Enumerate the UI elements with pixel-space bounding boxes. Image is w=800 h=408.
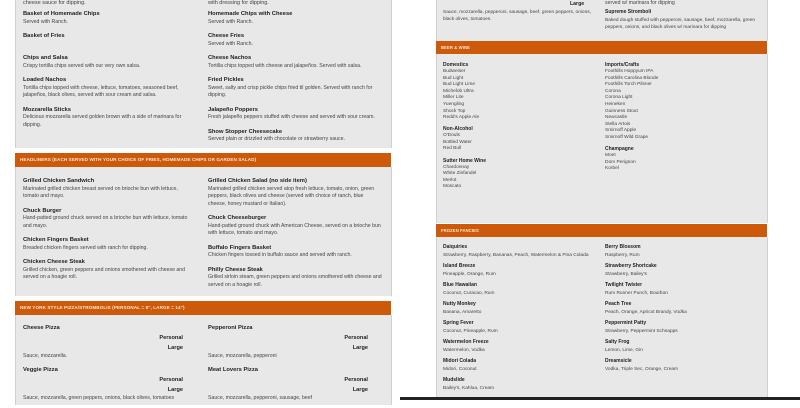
item-description: Baked dough stuffed with pepperoni, sausage, beef, mozzarella, green peppers, onions, and black olives w/ marinara for dipping (605, 17, 756, 30)
item-title: Grilled Chicken Salad (no side item) (208, 178, 307, 184)
group-title: Non-Alcohol (443, 126, 473, 133)
item-title: Mudslide (443, 377, 465, 383)
frozen-right-column (605, 244, 760, 377)
drink-item: Shock Top (443, 108, 466, 114)
menu-item (605, 282, 760, 297)
item-title: Chuck Cheeseburger (208, 215, 267, 221)
item-description: Crispy tortilla chips served with our very own salsa. (23, 62, 141, 69)
item-title: Grilled Chicken Sandwich (23, 178, 95, 184)
item-title: Meat Lovers Pizza (208, 367, 258, 373)
item-description: Sauce, mozzarella, pepperoni (208, 352, 277, 359)
item-description: Breaded chicken fingers served with ranch for dipping. (23, 244, 148, 251)
item-title: Island Breeze (443, 263, 476, 269)
drink-item: O'Douls (443, 133, 460, 139)
item-title: Chuck Burger (23, 207, 62, 214)
menu-item (605, 244, 760, 259)
menu-group (443, 126, 593, 153)
menu-item (443, 358, 598, 373)
item-title: Salty Frog (605, 339, 630, 345)
menu-item (208, 366, 383, 402)
size-label: Large (167, 344, 183, 351)
menu-item (23, 54, 198, 70)
item-title: Strawberry Shortcake (605, 263, 657, 269)
drink-item: Foothills Carolina Blonde (605, 75, 659, 81)
size-label: Personal (159, 334, 183, 341)
item-description: Hand-patted ground chuck served on a brioche bun with lettuce, tomato and mayo. (23, 215, 188, 229)
item-description: Served with Ranch. (23, 18, 68, 25)
cut-off-text: with dressing for dipping. (208, 0, 269, 6)
item-description: Sauce, mozzarella. (23, 352, 68, 359)
item-description: Marinated grilled chicken breast served on brioche bun with lettuce, tomato and mayo. (23, 185, 178, 199)
menu-item (605, 301, 760, 316)
item-title: Cheese Fries (208, 33, 245, 39)
item-title: Nutty Monkey (443, 301, 476, 307)
drink-item: Newcastle (605, 115, 628, 121)
item-title: Berry Blossom (605, 244, 641, 250)
item-description: Strawberry, Peppermint Schnapps (605, 328, 678, 334)
drink-item: Merlot (443, 177, 457, 183)
menu-item (443, 377, 598, 392)
item-description: Hand-patted ground chuck with American Cheese, served on a brioche bun with lettuce, tomato and mayo. (208, 222, 381, 236)
drink-item: Yuengling (443, 101, 465, 107)
item-description: Served with Ranch. (208, 18, 253, 25)
menu-item (208, 76, 383, 100)
menu-item (23, 10, 198, 26)
menu-item (23, 236, 195, 252)
menu-item (23, 32, 198, 48)
item-description: Vodka, Triple Sec, Orange, Cream (605, 366, 679, 372)
item-title: Philly Cheese Steak (208, 266, 263, 273)
drink-item: Smirnoff Wild Grape (605, 134, 649, 140)
pizza-size-large: Large (570, 1, 585, 7)
menu-item (208, 214, 383, 238)
menu-item (605, 358, 760, 373)
menu-item (605, 263, 760, 278)
beer-left-column (443, 62, 593, 195)
drink-item: Moscato (443, 184, 462, 190)
drink-item: Chardonnay (443, 164, 470, 170)
frozen-left-column (443, 244, 598, 396)
headliners-right-column (208, 177, 383, 295)
item-title: Spring Fever (443, 320, 474, 326)
cut-off-text: served w/ marinara for dipping (605, 0, 675, 6)
item-title: Pepperoni Pizza (208, 325, 253, 331)
drink-item: Budweiser (443, 69, 466, 74)
item-description: Marinated grilled chicken served atop fresh lettuce, tomato, onion, green peppers, black olives and cheese (served with choice of ranch, blue cheese, honey mustard or Italian). (208, 185, 375, 207)
appetizers-left-column (23, 10, 198, 135)
menu-item (208, 10, 383, 26)
item-title: Peach Tree (605, 301, 632, 307)
size-label: Personal (159, 376, 183, 383)
menu-item (23, 76, 198, 100)
item-title: Dreamsicle (605, 358, 632, 364)
menu-group (605, 62, 755, 142)
beer-right-column (605, 62, 755, 177)
drink-item: Smirnoff Apple (605, 128, 637, 134)
item-title: Loaded Nachos (23, 77, 67, 83)
item-description: Tortilla chips topped with cheese and jalapeños. Served with salsa. (208, 62, 362, 69)
item-description: Served with Ranch. (208, 40, 253, 47)
item-title: Daiquiries (443, 244, 468, 250)
item-description (23, 41, 198, 49)
drink-item: Moet (605, 153, 616, 159)
pizza-right-column (208, 324, 383, 408)
item-description: Raspberry, Rum (605, 252, 640, 258)
drink-item: Miller Lite (443, 95, 464, 101)
menu-item (605, 9, 760, 31)
drink-item: Guinness Stout (605, 108, 638, 114)
menu-item (23, 366, 198, 402)
menu-item (23, 207, 195, 231)
size-label: Large (352, 386, 368, 393)
menu-item (443, 282, 598, 297)
drink-item: Bottled Water (443, 139, 472, 145)
item-description: Coconut, Pineapple, Rum (443, 328, 498, 334)
item-description: Tortilla chips topped with cheese, lettuce, tomatoes, seasoned beef, jalapeños, black olives, served with sour cream and salsa. (23, 84, 179, 98)
item-description: Midori, Coconut (443, 366, 477, 372)
item-description: Pineapple, Orange, Rum (443, 271, 496, 277)
size-label: Personal (344, 376, 368, 383)
item-title: Peppermint Patty (605, 320, 647, 326)
item-description: Sweet, salty and crisp pickle chips fried til golden. Served with ranch for dipping. (208, 84, 373, 98)
item-title: Veggie Pizza (23, 367, 58, 373)
menu-item (208, 128, 383, 144)
size-label: Personal (344, 334, 368, 341)
item-description: Watermelon, Vodka (443, 347, 485, 353)
item-description: Chicken fingers tossed in buffalo sauce and served with ranch. (208, 252, 352, 258)
drink-item: Heineken (605, 101, 626, 107)
item-title: Blue Hawaiian (443, 282, 477, 288)
item-title: Twilight Twister (605, 282, 643, 288)
drink-item: Foothills Hoppyum IPA (605, 69, 654, 74)
drink-item: Dom Perignon (605, 159, 636, 165)
drink-item: Corona (605, 88, 621, 94)
menu-item (208, 266, 383, 290)
drink-item: Redd's Apple Ale (443, 115, 480, 121)
drink-item: Foothills Torch Pilsner (605, 82, 652, 88)
item-description: Grilled sirloin steam, green peppers and onions smothered with cheese and served on a hoagie roll. (208, 274, 382, 288)
menu-item (208, 106, 383, 122)
item-title: Homemade Chips with Cheese (208, 11, 293, 17)
pizza-description: Sauce, mozzarella, pepperoni, sausage, beef, green peppers, onions, black olives, tomatoes. (443, 10, 592, 22)
drink-item: Stella Artois (605, 121, 631, 127)
menu-item (605, 339, 760, 354)
item-title: Buffalo Fingers Basket (208, 244, 272, 251)
menu-group (443, 158, 593, 191)
menu-item (208, 54, 383, 70)
item-description: Lemon, Lime, Gin (605, 347, 643, 353)
item-title: Jalapeño Poppers (208, 106, 258, 113)
menu-item (208, 32, 383, 48)
menu-item (23, 324, 198, 360)
item-title: Fried Pickles (208, 77, 244, 83)
item-title: Chicken Cheese Steak (23, 259, 85, 265)
item-description: Bailey's, Kahlua, Cream (443, 385, 495, 391)
menu-item (443, 339, 598, 354)
item-title: Supreme Stromboli (605, 9, 652, 15)
item-title: Mozzarella Sticks (23, 106, 72, 113)
menu-group (443, 62, 593, 122)
headliners-left-column (23, 177, 195, 288)
section-header-pizza: NEW YORK STYLE PIZZA/STROMBOLIS (PERSONAL = 8", LARGE = 14") (15, 301, 391, 315)
menu-item (208, 177, 383, 208)
item-title: Chicken Fingers Basket (23, 237, 89, 243)
item-title: Basket of Fries (23, 33, 65, 39)
size-label: Large (167, 386, 183, 393)
menu-item (208, 244, 383, 260)
drink-item: Michelob Ultra (443, 88, 474, 94)
menu-item (208, 324, 383, 360)
group-title: Domestics (443, 62, 469, 68)
menu-item (443, 320, 598, 335)
size-label: Large (352, 344, 368, 351)
pizza-left-column (23, 324, 198, 408)
menu-group (605, 146, 755, 173)
item-description: Sauce, mozzarella, green peppers, onions, black olives, tomatoes (23, 394, 175, 401)
drink-item: Red Bull (443, 146, 462, 152)
section-header-beer-wine: BEER & WINE (436, 41, 767, 54)
section-header-headliners: HEADLINERS (EACH SERVED WITH YOUR CHOICE OF FRIES, HOMEMADE CHIPS OR GARDEN SALAD) (15, 153, 391, 167)
group-title: Champagne (605, 146, 634, 153)
menu-item (23, 106, 198, 130)
group-title: Sutter Home Wine (443, 157, 487, 164)
item-description: Strawberry, Raspberry, Bananas, Peach, Watermelon & Pina Colada (443, 252, 589, 258)
menu-item (443, 301, 598, 316)
appetizers-right-column (208, 10, 383, 150)
item-title: Midori Colada (443, 358, 477, 364)
item-description: Fresh jalapeño peppers stuffed with cheese and served with sour cream. (208, 114, 375, 120)
item-title: Chips and Salsa (23, 55, 68, 61)
menu-item (23, 258, 195, 282)
item-description: Banana, Amaretto (443, 309, 482, 315)
item-description: Grilled chicken, green peppers and onions smothered with cheese and served on a hoagie roll. (23, 266, 186, 280)
drink-item: Bud Light Lime (443, 82, 475, 88)
item-description: Sauce, mozzarella, pepperoni, sausage, beef (208, 394, 313, 401)
item-description: Peach, Orange, Apricot Brandy, Vodka (605, 309, 687, 315)
menu-item (605, 320, 760, 335)
drink-item: Bud Light (443, 75, 464, 81)
item-description: Delicious mozzarella served golden brown with a side of marinara for dipping. (23, 114, 182, 128)
item-title: Cheese Nachos (208, 55, 252, 61)
cut-off-text: cheese sauce for dipping. (23, 0, 86, 6)
drink-item: White Zinfandel (443, 171, 477, 177)
item-title: Show Stopper Cheesecake (208, 128, 283, 135)
menu-item (23, 177, 195, 201)
group-title: Imports/Crafts (605, 62, 640, 68)
menu-item (443, 263, 598, 278)
item-description: Served plain or drizzled with chocolate or strawberry sauce. (208, 136, 345, 142)
item-title: Cheese Pizza (23, 325, 60, 331)
menu-item (443, 244, 598, 259)
item-description: Coconut, Curacao, Rum (443, 290, 495, 296)
item-title: Watermelon Freeze (443, 339, 489, 345)
section-header-frozen-fancies: FROZEN FANCIES (436, 224, 767, 237)
item-title: Basket of Homemade Chips (23, 11, 100, 17)
drink-item: Corona Light (605, 95, 633, 101)
item-description: Rum Runner Punch, Bourbon (605, 290, 668, 296)
drink-item: Korbel (605, 166, 619, 172)
item-description: Strawberry, Bailey's (605, 271, 647, 277)
